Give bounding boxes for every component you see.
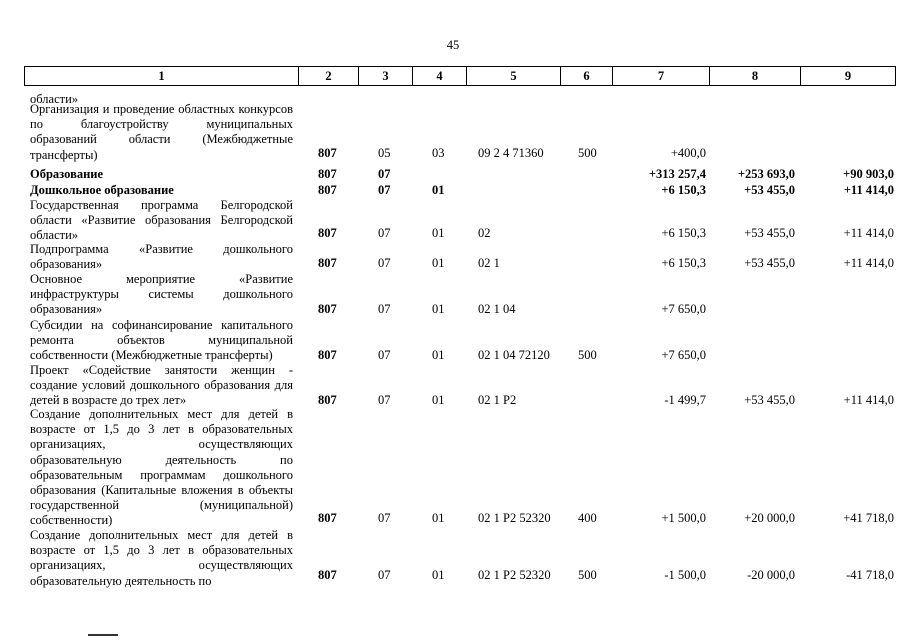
cell-col-8: +53 455,0 (744, 393, 795, 407)
page-number: 45 (446, 38, 460, 52)
cell-col-4: 01 (432, 302, 445, 316)
cell-col-7: +6 150,3 (661, 183, 706, 197)
row-description: области» (30, 92, 79, 106)
cell-col-3: 07 (378, 511, 391, 525)
cell-col-9: +11 414,0 (843, 183, 894, 197)
cell-col-9: +90 903,0 (843, 167, 894, 181)
cell-col-3: 07 (378, 568, 391, 582)
cell-col-9: -41 718,0 (846, 568, 894, 582)
cell-col-7: -1 500,0 (664, 568, 706, 582)
cell-col-8: +53 455,0 (744, 256, 795, 270)
cell-col-9: +41 718,0 (843, 511, 894, 525)
cell-col-5: 02 1 P2 52320 (478, 511, 551, 525)
cell-col-3: 07 (378, 183, 391, 197)
row-description: Создание дополнительных мест для детей в возрасте от 1,5 до 3 лет в образовательных организациях, осуществляющих образовательную деятельность по образовательным программам дошкольного образования (Капитальные вложения в объекты государственной (муниципальной) собственности) (30, 407, 293, 528)
cell-col-2: 807 (318, 393, 337, 407)
cell-col-8: +253 693,0 (737, 167, 795, 181)
cell-col-7: +313 257,4 (648, 167, 706, 181)
cell-col-3: 07 (378, 393, 391, 407)
cell-col-5: 02 1 (478, 256, 500, 270)
cell-col-2: 807 (318, 348, 337, 362)
cell-col-3: 07 (378, 167, 391, 181)
cell-col-9: +11 414,0 (843, 256, 894, 270)
cell-col-4: 01 (432, 256, 445, 270)
cell-col-2: 807 (318, 511, 337, 525)
cell-col-3: 07 (378, 348, 391, 362)
cell-col-2: 807 (318, 256, 337, 270)
cell-col-9: +11 414,0 (843, 393, 894, 407)
cell-col-5: 02 1 P2 52320 (478, 568, 551, 582)
cell-col-5: 02 1 04 72120 (478, 348, 550, 362)
row-description: Субсидии на софинансирование капитального ремонта объектов муниципальной собственности (Межбюджетные трансферты) (30, 318, 293, 363)
row-description: Дошкольное образование (30, 183, 174, 197)
cell-col-7: +1 500,0 (661, 511, 706, 525)
row-description: Проект «Содействие занятости женщин - создание условий дошкольного образования для детей в возрасте до трех лет» (30, 363, 293, 408)
cell-col-3: 07 (378, 256, 391, 270)
row-description: Образование (30, 167, 104, 181)
cell-col-8: +53 455,0 (744, 226, 795, 240)
cell-col-4: 01 (432, 348, 445, 362)
cell-col-7: +6 150,3 (661, 256, 706, 270)
cell-col-2: 807 (318, 302, 337, 316)
cell-col-4: 01 (432, 183, 445, 197)
cell-col-4: 01 (432, 393, 445, 407)
footer-mark (88, 634, 118, 636)
cell-col-5: 02 (478, 226, 491, 240)
cell-col-6: 400 (578, 511, 597, 525)
cell-col-5: 02 1 P2 (478, 393, 517, 407)
header-cell-5: 5 (466, 66, 560, 86)
header-cell-3: 3 (358, 66, 412, 86)
cell-col-5: 02 1 04 (478, 302, 516, 316)
cell-col-8: -20 000,0 (747, 568, 795, 582)
cell-col-2: 807 (318, 183, 337, 197)
row-description: Государственная программа Белгородской области «Развитие образования Белгородской области» (30, 198, 293, 243)
header-cell-4: 4 (412, 66, 466, 86)
cell-col-4: 01 (432, 226, 445, 240)
cell-col-6: 500 (578, 568, 597, 582)
cell-col-3: 07 (378, 302, 391, 316)
header-cell-2: 2 (298, 66, 358, 86)
row-description: Подпрограмма «Развитие дошкольного образования» (30, 242, 293, 272)
cell-col-6: 500 (578, 146, 597, 160)
cell-col-8: +20 000,0 (744, 511, 795, 525)
cell-col-3: 07 (378, 226, 391, 240)
cell-col-2: 807 (318, 146, 337, 160)
header-cell-8: 8 (709, 66, 800, 86)
cell-col-3: 05 (378, 146, 391, 160)
cell-col-2: 807 (318, 568, 337, 582)
cell-col-4: 03 (432, 146, 445, 160)
cell-col-5: 09 2 4 71360 (478, 146, 544, 160)
header-cell-1: 1 (24, 66, 298, 86)
cell-col-2: 807 (318, 226, 337, 240)
cell-col-2: 807 (318, 167, 337, 181)
cell-col-7: +7 650,0 (661, 302, 706, 316)
header-cell-7: 7 (612, 66, 709, 86)
cell-col-7: -1 499,7 (664, 393, 706, 407)
cell-col-7: +6 150,3 (661, 226, 706, 240)
cell-col-6: 500 (578, 348, 597, 362)
cell-col-9: +11 414,0 (843, 226, 894, 240)
row-description: Организация и проведение областных конкурсов по благоустройству муниципальных образований области (Межбюджетные трансферты) (30, 102, 293, 162)
cell-col-7: +7 650,0 (661, 348, 706, 362)
row-description: Создание дополнительных мест для детей в возрасте от 1,5 до 3 лет в образовательных организациях, осуществляющих образовательную деятельность по (30, 528, 293, 588)
header-cell-9: 9 (800, 66, 896, 86)
cell-col-4: 01 (432, 511, 445, 525)
cell-col-8: +53 455,0 (744, 183, 795, 197)
cell-col-7: +400,0 (670, 146, 706, 160)
cell-col-4: 01 (432, 568, 445, 582)
row-description: Основное мероприятие «Развитие инфраструктуры системы дошкольного образования» (30, 272, 293, 317)
header-cell-6: 6 (560, 66, 612, 86)
